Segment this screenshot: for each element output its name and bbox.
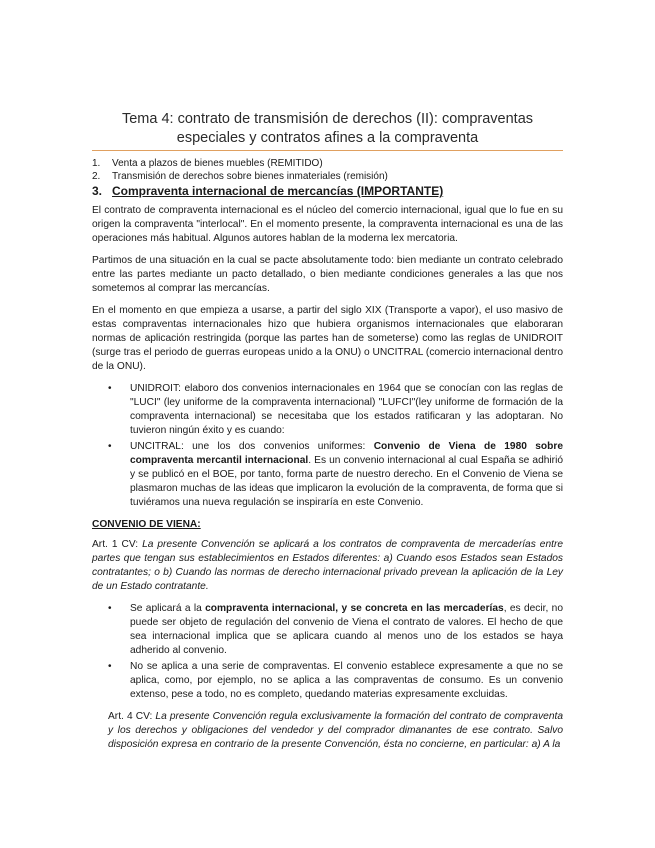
article-label: Art. 1 CV: (92, 539, 143, 550)
topic-text: Transmisión de derechos sobre bienes inmateriales (remisión) (112, 171, 388, 182)
list-item-bold: compraventa internacional, y se concreta en las mercaderías (205, 603, 504, 614)
list-item-text: . Es un convenio internacional al cual España se adhirió y se publicó en el BOE, por tanto, forma parte de nuestro derecho. En el Convenio de Viena se plasmaron muchas de las ideas que implicaron la evolución de la compraventa, de forma que si tuviéramos una nueva regulación se inspiraría en este Convenio. (130, 455, 563, 508)
article-paragraph (92, 710, 563, 752)
paragraph: En el momento en que empieza a usarse, a partir del siglo XIX (Transporte a vapor), el uso masivo de estas compraventas internacionales hizo que hubiera organismos internacionales que elaboraran normas de aplicación restringida (porque las partes han de someterse) como las reglas de UNIDROIT (surge tras el periodo de guerras europeas unido a la ONU) o UNCITRAL (comercio internacional dentro de la ONU). (92, 305, 563, 372)
topic-item (92, 170, 563, 183)
topic-number: 2. (92, 171, 101, 182)
list-item-text: No se aplica a una serie de compraventas. El convenio establece expresamente a que no se aplica, como, por ejemplo, no se aplica a las compraventas de consumo. Es un convenio extenso, pese a todo, no es completo, quedando materias expresamente excluidas. (130, 661, 563, 700)
bullet-icon: • (108, 661, 112, 672)
list-item-text: , es decir, no puede ser objeto de regulación del convenio de Viena el contrato de valores. El hecho de que sea internacional implica que se aplicara cuando al menos uno de los estados se haya adherido al convenio. (130, 603, 563, 656)
list-item-text: UNIDROIT: elaboro dos convenios internacionales en 1964 que se conocían con las reglas de "LUCI" (ley uniforme de la compraventa internacional) "LUFCI"(ley uniforme de formación de la compraventa internacional) se necesitaba que los estados ratificaran y las adoptaran. No tuvieron ningún éxito y es cuando: (130, 383, 563, 436)
topic-item-current (92, 183, 563, 199)
bullet-icon: • (108, 441, 112, 452)
topic-list (92, 157, 563, 199)
topic-item (92, 157, 563, 170)
paragraph: Partimos de una situación en la cual se pacte absolutamente todo: bien mediante un contrato celebrado entre las partes mediante un pacto detallado, o bien mediante condiciones generales a las que nos sometemos al comprar las mercancías. (92, 255, 563, 294)
document-title: Tema 4: contrato de transmisión de derechos (II): compraventas especiales y contratos afines a la compraventa (92, 110, 563, 151)
article-text: La presente Convención regula exclusivamente la formación del contrato de compraventa y los derechos y obligaciones del vendedor y del comprador dimanantes de ese contrato. Salvo disposición expresa en contrario de la presente Convención, ésta no concierne, en particular: a) A la (108, 711, 564, 750)
topic-number: 3. (92, 184, 103, 198)
bullet-icon: • (108, 383, 112, 394)
list-item (92, 602, 563, 658)
paragraph: El contrato de compraventa internacional es el núcleo del comercio internacional, igual que lo fue en su origen la compraventa "interlocal". En el momento presente, la compraventa internacional es una de las operaciones más habitual. Algunos autores hablan de la moderna lex mercatoria. (92, 205, 563, 244)
section-heading: CONVENIO DE VIENA: (92, 519, 201, 530)
list-item-text: Se aplicará a la (130, 603, 206, 614)
article-label: Art. 4 CV: (108, 711, 156, 722)
article-text: La presente Convención se aplicará a los contratos de compraventa de mercaderías entre partes que tengan sus establecimientos en Estados diferentes: a) Cuando esos Estados sean Estados contratantes; o b) Cuando las normas de derecho internacional privado prevean la aplicación de la Ley de un Estado contratante. (92, 539, 564, 592)
topic-text: Venta a plazos de bienes muebles (REMITIDO) (112, 158, 323, 169)
topic-number: 1. (92, 158, 101, 169)
bullet-list (92, 602, 563, 702)
list-item (92, 660, 563, 702)
list-item-text: UNCITRAL: une los dos convenios uniformes: (130, 441, 374, 452)
bullet-icon: • (108, 603, 112, 614)
bullet-list (92, 382, 563, 510)
list-item-bold: Convenio de Viena de 1980 sobre compraventa mercantil internacional (130, 441, 563, 466)
topic-text: Compraventa internacional de mercancías (IMPORTANTE) (112, 184, 444, 198)
list-item (92, 382, 563, 438)
article-paragraph (92, 538, 563, 594)
list-item (92, 440, 563, 510)
